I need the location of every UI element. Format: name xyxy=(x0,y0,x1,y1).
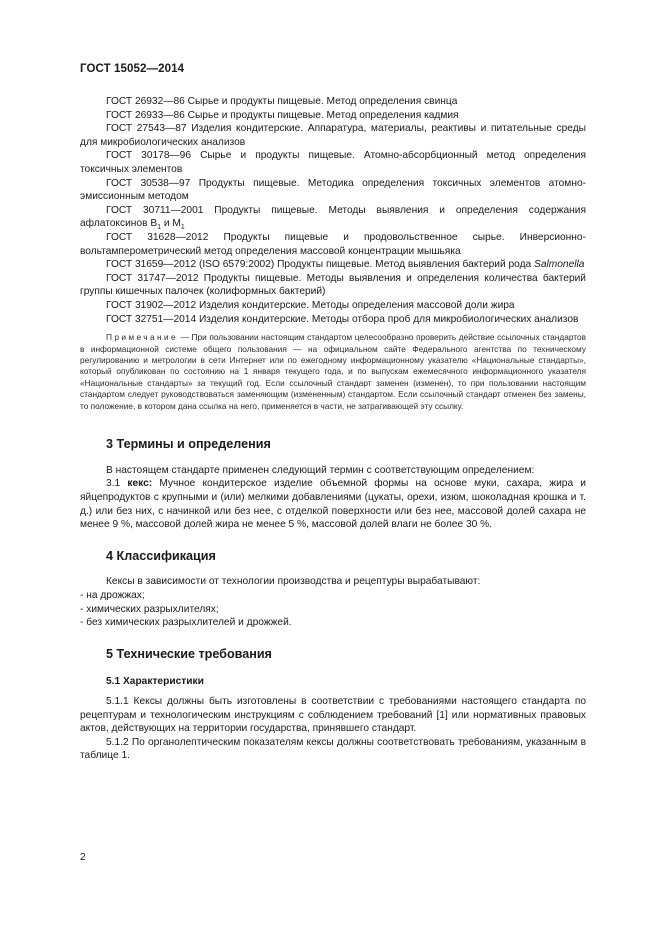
reference-item: ГОСТ 30538—97 Продукты пищевые. Методика определения токсичных элементов атомно-эмиссионным методом xyxy=(80,177,586,203)
list-item: - химических разрыхлителях; xyxy=(80,603,219,615)
term-definition: 3.1 кекс: Мучное кондитерское изделие объемной формы на основе муки, сахара, жира и яйцепродуктов с крупными и (или) мелкими добавлениями (цукаты, орехи, изюм, шоколадная крошка и т. д.) или без них, с начинкой или без нее, с отделкой поверхности или без нее, массовой долей сахара не менее 9 %, массовой долей жира не менее 5 %, массовой долей влаги не более 30 %. xyxy=(80,478,586,531)
reference-item: ГОСТ 31747—2012 Продукты пищевые. Методы выявления и определения количества бактерий группы кишечных палочек (колиформных бактерий) xyxy=(80,272,586,298)
normative-references xyxy=(80,95,586,326)
section-3-title: 3 Термины и определения xyxy=(106,437,271,452)
section-5-title: 5 Технические требования xyxy=(106,646,272,661)
section-3-intro: В настоящем стандарте применен следующий термин с соответствующим определением: xyxy=(106,464,535,476)
list-item: - без химических разрыхлителей и дрожжей. xyxy=(80,617,292,629)
reference-item: ГОСТ 26933—86 Сырье и продукты пищевые. Метод определения кадмия xyxy=(106,109,459,121)
reference-item: ГОСТ 31628—2012 Продукты пищевые и продовольственное сырье. Инверсионно-вольтамперометрический метод определения массовой концентрации мышьяка xyxy=(80,231,586,257)
reference-item-aflatoxin: ГОСТ 30711—2001 Продукты пищевые. Методы выявления и определения содержания афлатоксинов $B_1$ и $M_1$ xyxy=(80,204,586,232)
subsection-5-1-title: 5.1 Характеристики xyxy=(106,676,204,688)
reference-item: ГОСТ 26932—86 Сырье и продукты пищевые. Метод определения свинца xyxy=(106,96,458,107)
page-number: 2 xyxy=(80,852,86,863)
clause-5-1-2: 5.1.2 По органолептическим показателям кексы должны соответствовать требованиям, указанным в таблице 1. xyxy=(80,736,586,762)
document-body xyxy=(80,95,586,763)
section-4-title: 4 Классификация xyxy=(106,548,216,563)
reference-item: ГОСТ 30178—96 Сырье и продукты пищевые. Атомно-абсорбционный метод определения токсичных элементов xyxy=(80,150,586,175)
reference-item: ГОСТ 31902—2012 Изделия кондитерские. Методы определения массовой доли жира xyxy=(106,299,515,311)
list-item: - на дрожжах; xyxy=(80,589,145,601)
note-paragraph: Примечание — При пользовании настоящим стандартом целесообразно проверить действие ссылочных стандартов в информационной системе общего пользования — на официальном сайте Федерального агентства по техническому регулированию и метрологии в сети Интернет или по ежегодному информационному указателю «Национальные стандарты», который опубликован по состоянию на 1 января текущего года, и по выпускам ежемесячного информационного указателя «Национальные стандарты» за текущий год. Если ссылочный стандарт заменен (изменен), то при пользовании настоящим стандартом следует руководствоваться заменяющим (измененным) стандартом. Если ссылочный стандарт отменен без замены, то положение, в котором дана ссылка на него, применяется в части, не затрагивающей эту ссылку. xyxy=(80,332,586,411)
reference-item: ГОСТ 27543—87 Изделия кондитерские. Аппаратура, материалы, реактивы и питательные среды для микробиологических анализов xyxy=(80,123,586,148)
section-4-intro: Кексы в зависимости от технологии производства и рецептуры вырабатывают: xyxy=(106,576,481,588)
reference-item-salmonella: ГОСТ 31659—2012 (ISO 6579:2002) Продукты пищевые. Метод выявления бактерий рода Salmonella xyxy=(106,259,585,271)
clause-5-1-1: 5.1.1 Кексы должны быть изготовлены в соответствии с требованиями настоящего стандарта по рецептурам и технологическим инструкциям с соблюдением требований [1] или нормативных правовых актов, действующих на территории государства, принявшего стандарт. xyxy=(80,695,586,735)
document-header: ГОСТ 15052—2014 xyxy=(80,63,185,75)
reference-item: ГОСТ 32751—2014 Изделия кондитерские. Методы отбора проб для микробиологических анализов xyxy=(106,313,579,325)
